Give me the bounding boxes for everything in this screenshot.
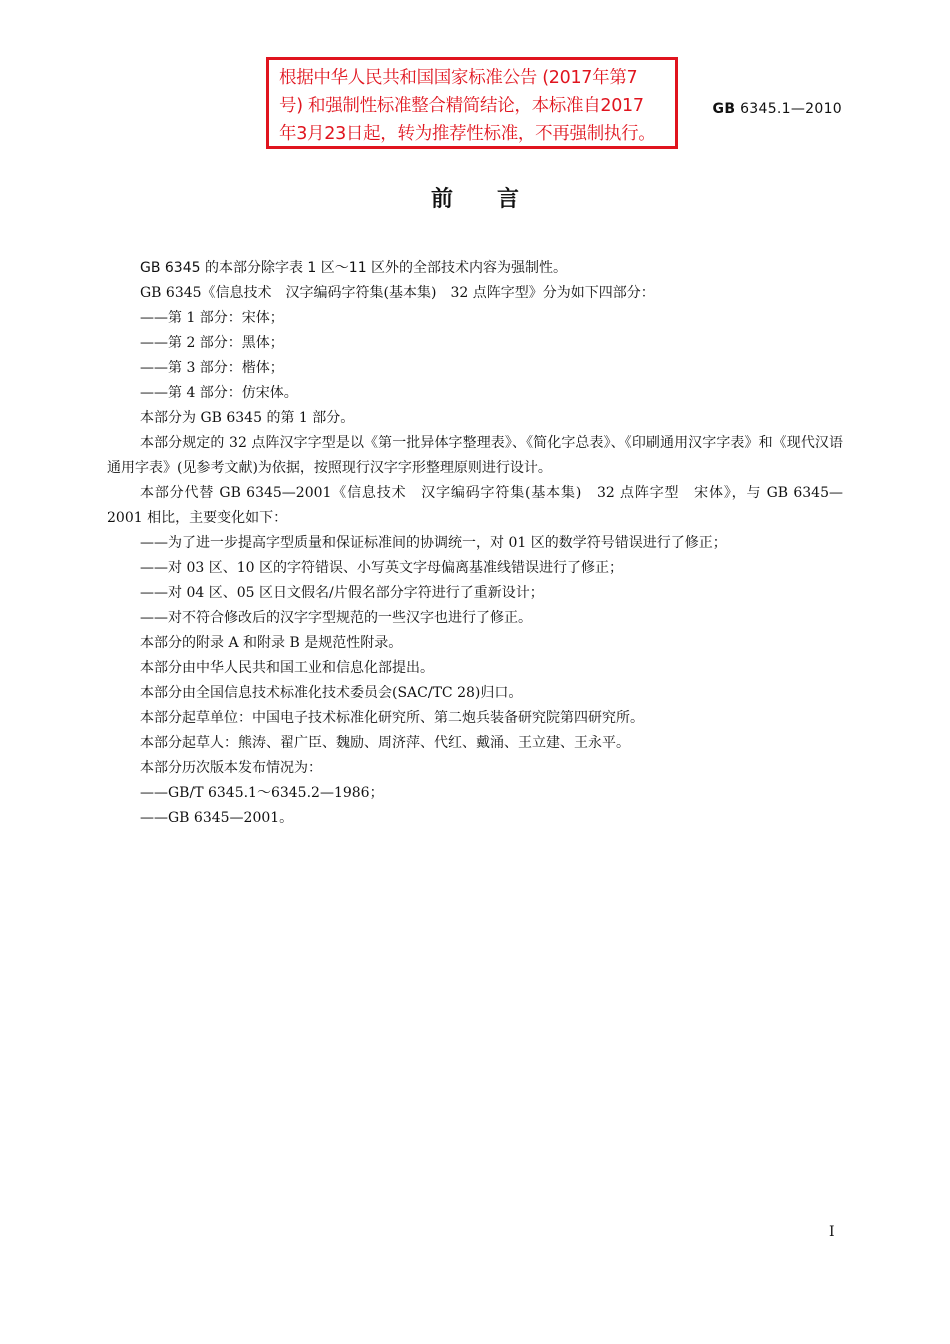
paragraph: 本部分代替 GB 6345—2001《信息技术 汉字编码字符集(基本集) 32 点阵字型 宋体》，与 GB 6345—2001 相比，主要变化如下： <box>107 485 843 526</box>
list-item: ——对 04 区、05 区日文假名/片假名部分字符进行了重新设计； <box>140 585 544 601</box>
list-item: ——第 1 部分：宋体； <box>140 310 284 326</box>
notice-line: 号) 和强制性标准整合精简结论，本标准自2017 <box>279 96 644 116</box>
paragraph: GB 6345《信息技术 汉字编码字符集(基本集) 32 点阵字型》分为如下四部分： <box>140 285 655 301</box>
foreword-body <box>107 256 843 831</box>
paragraph: 本部分由中华人民共和国工业和信息化部提出。 <box>140 660 434 676</box>
paragraph: GB 6345 的本部分除字表 1 区～11 区外的全部技术内容为强制性。 <box>140 260 568 276</box>
list-item: ——GB/T 6345.1～6345.2—1986； <box>140 785 384 801</box>
paragraph: 本部分起草人：熊涛、翟广臣、魏励、周济萍、代红、戴涌、王立建、王永平。 <box>140 735 630 751</box>
standard-prefix: GB <box>712 101 736 117</box>
paragraph: 本部分的附录 A 和附录 B 是规范性附录。 <box>140 635 403 651</box>
mandatory-status-notice <box>266 57 678 149</box>
list-item: ——第 2 部分：黑体； <box>140 335 284 351</box>
list-item: ——第 4 部分：仿宋体。 <box>140 385 298 401</box>
paragraph: 本部分历次版本发布情况为： <box>140 760 322 776</box>
standard-number: 6345.1—2010 <box>740 101 842 117</box>
list-item: ——为了进一步提高字型质量和保证标准间的协调统一，对 01 区的数学符号错误进行了修正； <box>140 535 727 551</box>
notice-line: 根据中华人民共和国国家标准公告 (2017年第7 <box>279 68 638 88</box>
list-item: ——第 3 部分：楷体； <box>140 360 284 376</box>
paragraph: 本部分为 GB 6345 的第 1 部分。 <box>140 410 355 426</box>
page-number: I <box>829 1224 835 1240</box>
paragraph: 本部分规定的 32 点阵汉字字型是以《第一批异体字整理表》、《简化字总表》、《印刷通用汉字字表》和《现代汉语通用字表》(见参考文献)为依据，按照现行汉字字形整理原则进行设计。 <box>107 435 843 476</box>
list-item: ——对不符合修改后的汉字字型规范的一些汉字也进行了修正。 <box>140 610 532 626</box>
list-item: ——对 03 区、10 区的字符错误、小写英文字母偏离基准线错误进行了修正； <box>140 560 623 576</box>
paragraph: 本部分起草单位：中国电子技术标准化研究所、第二炮兵装备研究院第四研究所。 <box>140 710 644 726</box>
notice-line: 年3月23日起，转为推荐性标准，不再强制执行。 <box>279 124 656 144</box>
list-item: ——GB 6345—2001。 <box>140 810 294 826</box>
page-title: 前言 <box>430 187 563 212</box>
standard-code <box>713 101 842 117</box>
paragraph: 本部分由全国信息技术标准化技术委员会(SAC/TC 28)归口。 <box>140 685 523 701</box>
